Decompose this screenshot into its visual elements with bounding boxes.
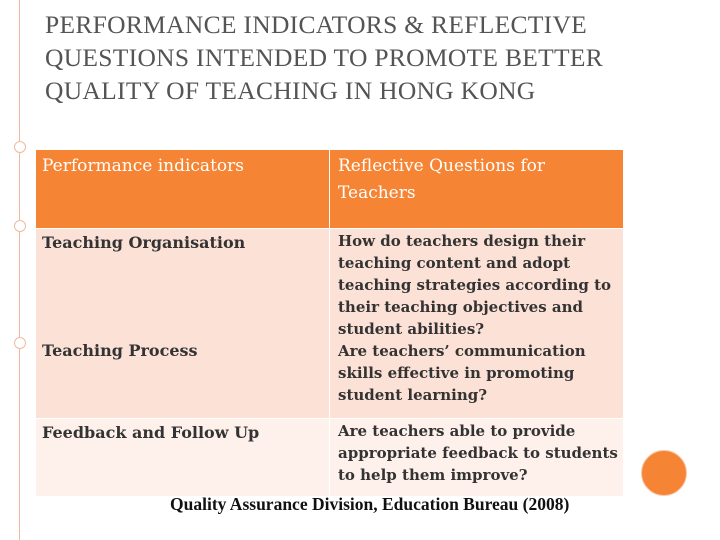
table-row bbox=[36, 229, 624, 419]
table-header-row bbox=[36, 150, 624, 229]
rail-dot-icon bbox=[14, 337, 26, 349]
rail-dot-icon bbox=[14, 220, 26, 232]
decorative-circle-icon bbox=[641, 450, 687, 496]
question-text: Are teachers’ communication skills effective in promoting student learning? bbox=[338, 342, 586, 404]
indicator-cell bbox=[36, 229, 330, 419]
source-citation: Quality Assurance Division, Education Bureau (2008) bbox=[170, 494, 570, 514]
header-performance-indicators: Performance indicators bbox=[36, 150, 330, 229]
question-cell bbox=[330, 229, 624, 419]
indicator-teaching-organisation: Teaching Organisation bbox=[42, 233, 246, 252]
table-row bbox=[36, 419, 624, 497]
indicators-table bbox=[36, 150, 624, 497]
decorative-rail bbox=[19, 0, 20, 540]
indicator-feedback-follow-up: Feedback and Follow Up bbox=[36, 419, 330, 497]
slide-title: PERFORMANCE INDICATORS & REFLECTIVE QUESTIONS INTENDED TO PROMOTE BETTER QUALITY OF TEACHING IN HONG KONG bbox=[45, 10, 604, 105]
indicator-teaching-process: Teaching Process bbox=[42, 341, 198, 360]
rail-dot-icon bbox=[14, 141, 26, 153]
question-text: How do teachers design their teaching content and adopt teaching strategies according to their teaching objectives and student abilities? bbox=[338, 232, 612, 338]
question-text: Are teachers able to provide appropriate feedback to students to help them improve? bbox=[330, 419, 624, 497]
header-reflective-questions: Reflective Questions for Teachers bbox=[330, 150, 624, 229]
